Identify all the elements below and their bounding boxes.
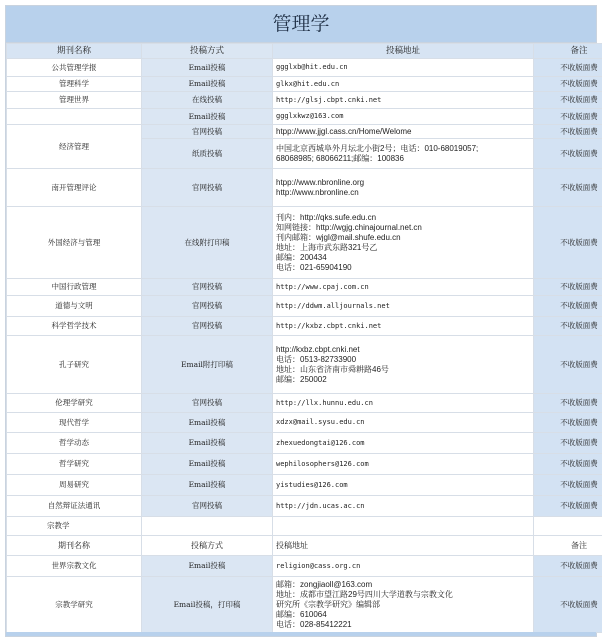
submission-method: 在线附打印稿: [142, 207, 273, 279]
submission-method: 官网投稿: [142, 279, 273, 296]
submission-method: Email投稿: [142, 59, 273, 77]
fee-note: 不收版面费: [534, 207, 602, 279]
submission-address: http://kxbz.cbpt.cnki.net: [273, 317, 534, 336]
table-row: [7, 59, 602, 77]
submission-method: Email附打印稿: [142, 336, 273, 394]
section-empty-cell: [534, 517, 602, 536]
table-row: [7, 454, 602, 475]
journal-name: 世界宗教文化: [7, 556, 142, 577]
fee-note: 不收版面费: [534, 59, 602, 77]
fee-note: 不收版面费: [534, 577, 602, 633]
submission-method: Email投稿，打印稿: [142, 577, 273, 633]
address-line: 地址：上海市武东路321号乙: [276, 242, 378, 252]
subheader-method: 投稿方式: [142, 536, 273, 556]
fee-note: 不收版面费: [534, 556, 602, 577]
table-row: [7, 433, 602, 454]
fee-note: 不收版面费: [534, 413, 602, 433]
journal-name: 伦理学研究: [7, 394, 142, 413]
table-row: [7, 394, 602, 413]
journal-name: 南开管理评论: [7, 169, 142, 207]
subheader-address: 投稿地址: [273, 536, 534, 556]
table-row: [7, 125, 602, 139]
journal-table-sheet: [5, 5, 597, 637]
journal-name: 孔子研究: [7, 336, 142, 394]
journal-name: 周易研究: [7, 475, 142, 496]
section-empty-cell: [142, 517, 273, 536]
submission-method: Email投稿: [142, 109, 273, 125]
fee-note: 不收版面费: [534, 336, 602, 394]
address-line: 地址：山东省济南市舜耕路46号: [276, 364, 389, 374]
submission-method: 官网投稿: [142, 296, 273, 317]
journal-name: 管理世界: [7, 92, 142, 109]
address-line: 邮编：200434: [276, 252, 327, 262]
submission-address: [273, 207, 534, 279]
address-line: http://www.nbronline.cn: [276, 187, 359, 197]
address-line: 电话：028-85412221: [276, 619, 352, 629]
address-line: 电话：0513-82733900: [276, 354, 357, 364]
fee-note: 不收版面费: [534, 109, 602, 125]
table-row: [7, 279, 602, 296]
journal-name: 经济管理: [7, 125, 142, 169]
submission-address: [273, 336, 534, 394]
header-journal-name: 期刊名称: [7, 44, 142, 59]
table-row: [7, 577, 602, 633]
address-line: 刊内：http://qks.sufe.edu.cn: [276, 212, 377, 222]
journal-name: [7, 109, 142, 125]
section-empty-cell: [273, 517, 534, 536]
submission-address: ggglxkwz@163.com: [273, 109, 534, 125]
submission-address: ggglxb@hit.edu.cn: [273, 59, 534, 77]
submission-method: 在线投稿: [142, 92, 273, 109]
fee-note: 不收版面费: [534, 279, 602, 296]
submission-address: zhexuedongtai@126.com: [273, 433, 534, 454]
fee-note: 不收版面费: [534, 125, 602, 139]
submission-method: 官网投稿: [142, 125, 273, 139]
submission-address: [273, 139, 534, 169]
table-row: [7, 207, 602, 279]
address-line: 电话：021-65904190: [276, 262, 352, 272]
submission-method: 官网投稿: [142, 169, 273, 207]
journal-name: 宗教学研究: [7, 577, 142, 633]
table-row: [7, 77, 602, 92]
section-row: [7, 517, 602, 536]
fee-note: 不收版面费: [534, 169, 602, 207]
submission-address: [273, 577, 534, 633]
submission-address: http://llx.hunnu.edu.cn: [273, 394, 534, 413]
address-line: 68068985; 68066211;邮编：100836: [276, 153, 404, 163]
submission-method: 纸质投稿: [142, 139, 273, 169]
address-line: http://kxbz.cbpt.cnki.net: [276, 344, 360, 354]
submission-address: http://www.cpaj.com.cn: [273, 279, 534, 296]
submission-method: Email投稿: [142, 433, 273, 454]
journal-name: 科学哲学技术: [7, 317, 142, 336]
submission-method: 官网投稿: [142, 496, 273, 517]
header-method: 投稿方式: [142, 44, 273, 59]
address-line: 地址：成都市望江路29号四川大学道教与宗教文化: [276, 589, 453, 599]
section-title: 宗教学: [7, 517, 142, 536]
subheader-row: [7, 536, 602, 556]
address-line: 邮箱：zongjiaoll@163.com: [276, 579, 373, 589]
address-line: 研究所《宗教学研究》编辑部: [276, 599, 380, 609]
submission-method: Email投稿: [142, 454, 273, 475]
submission-address: http://jdn.ucas.ac.cn: [273, 496, 534, 517]
fee-note: 不收版面费: [534, 317, 602, 336]
submission-address: htpp://www.jjgl.cass.cn/Home/Welome: [273, 125, 534, 139]
address-line: 邮编：250002: [276, 374, 327, 384]
table-row: [7, 556, 602, 577]
submission-method: Email投稿: [142, 77, 273, 92]
submission-address: http://ddwm.alljournals.net: [273, 296, 534, 317]
journal-name: 管理科学: [7, 77, 142, 92]
submission-address: glkx@hit.edu.cn: [273, 77, 534, 92]
journal-name: 道德与文明: [7, 296, 142, 317]
submission-method: Email投稿: [142, 475, 273, 496]
table-row: [7, 92, 602, 109]
fee-note: 不收版面费: [534, 433, 602, 454]
journal-name: 现代哲学: [7, 413, 142, 433]
table-header-row: [7, 44, 602, 59]
header-note: 备注: [534, 44, 602, 59]
fee-note: 不收版面费: [534, 454, 602, 475]
page-title: 管理学: [6, 6, 596, 43]
table-row: [7, 496, 602, 517]
address-line: 刊内邮箱：wjgl@mail.shufe.edu.cn: [276, 232, 401, 242]
journal-name: 哲学动态: [7, 433, 142, 454]
journal-name: 外国经济与管理: [7, 207, 142, 279]
bottom-band: [6, 632, 596, 636]
fee-note: 不收版面费: [534, 496, 602, 517]
subheader-journal-name: 期刊名称: [7, 536, 142, 556]
table-row: [7, 317, 602, 336]
fee-note: 不收版面费: [534, 92, 602, 109]
submission-method: Email投稿: [142, 556, 273, 577]
submission-method: Email投稿: [142, 413, 273, 433]
fee-note: 不收版面费: [534, 394, 602, 413]
table-row: [7, 109, 602, 125]
fee-note: 不收版面费: [534, 139, 602, 169]
journal-name: 哲学研究: [7, 454, 142, 475]
table-row: [7, 413, 602, 433]
address-line: htpp://www.nbronline.org: [276, 177, 365, 187]
submission-address: wephilosophers@126.com: [273, 454, 534, 475]
fee-note: 不收版面费: [534, 475, 602, 496]
submission-address: http://glsj.cbpt.cnki.net: [273, 92, 534, 109]
journal-name: 自然辩证法通讯: [7, 496, 142, 517]
header-address: 投稿地址: [273, 44, 534, 59]
submission-method: 官网投稿: [142, 317, 273, 336]
journal-name: 公共管理学报: [7, 59, 142, 77]
address-line: 知网链接：http://wgjg.chinajournal.net.cn: [276, 222, 422, 232]
address-line: 中国北京西城阜外月坛北小街2号；电话：010-68019057;: [276, 143, 479, 153]
submission-address: [273, 169, 534, 207]
fee-note: 不收版面费: [534, 77, 602, 92]
table-row: [7, 169, 602, 207]
submission-address: yistudies@126.com: [273, 475, 534, 496]
submission-method: 官网投稿: [142, 394, 273, 413]
table-row: [7, 475, 602, 496]
submission-address: xdzx@mail.sysu.edu.cn: [273, 413, 534, 433]
submission-address: religion@cass.org.cn: [273, 556, 534, 577]
journal-table: [6, 43, 602, 633]
journal-name: 中国行政管理: [7, 279, 142, 296]
subheader-note: 备注: [534, 536, 602, 556]
fee-note: 不收版面费: [534, 296, 602, 317]
address-line: 邮编：610064: [276, 609, 327, 619]
table-row: [7, 336, 602, 394]
table-row: [7, 296, 602, 317]
